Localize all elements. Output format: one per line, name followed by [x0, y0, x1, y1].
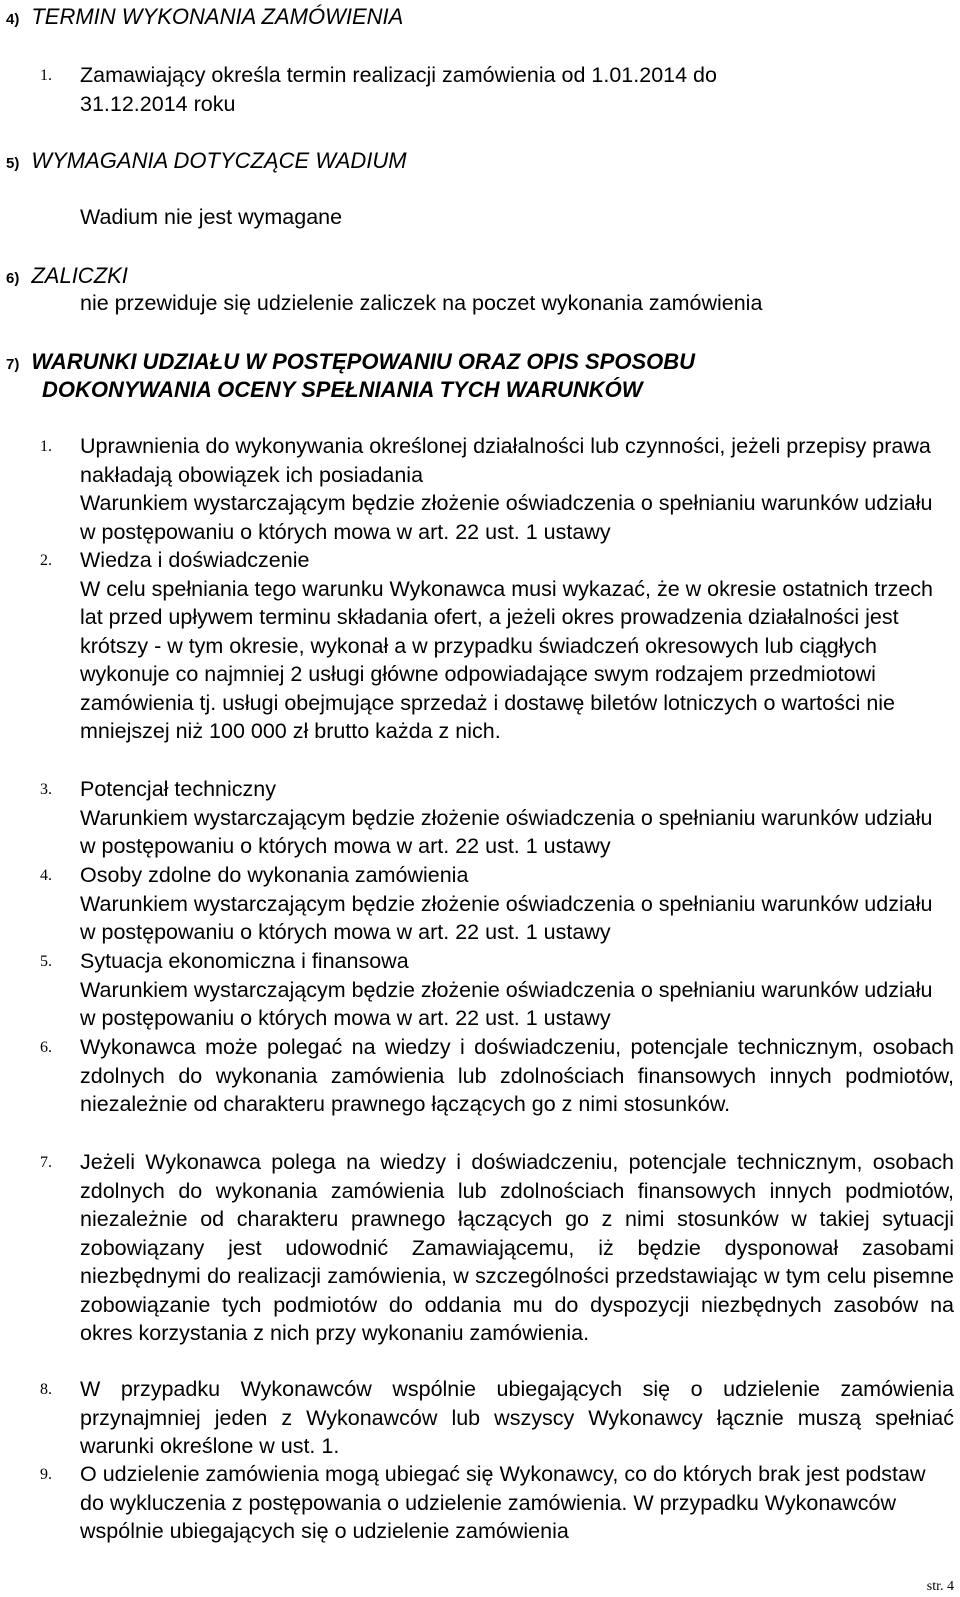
section-number: 7) — [6, 356, 20, 373]
item-title: Wiedza i doświadczenie — [80, 548, 310, 572]
section-title: TERMIN WYKONANIA ZAMÓWIENIA — [31, 4, 404, 29]
item-text: Warunkiem wystarczającym będzie złożenie oświadczenia o spełnianiu warunków udziału w postępowaniu o których mowa w art. 22 ust. 1 ustawy — [80, 891, 933, 944]
item-number: 8. — [40, 1381, 52, 1398]
condition-item-9 — [40, 1460, 954, 1546]
section-title: ZALICZKI — [31, 263, 128, 288]
item-number: 1. — [40, 438, 52, 455]
condition-item-8 — [40, 1375, 954, 1461]
item-number: 1. — [40, 67, 52, 84]
item-text: Wykonawca może polegać na wiedzy i doświadczeniu, potencjale technicznym, osobach zdolnych do wykonania zamówienia lub zdolnościach finansowych innych podmiotów, niezależnie od charakteru prawnego łączących go z nimi stosunków. — [80, 1035, 954, 1116]
item-number: 5. — [40, 953, 52, 970]
section-4-item — [40, 61, 954, 118]
item-title: Uprawnienia do wykonywania określonej działalności lub czynności, jeżeli przepisy prawa nakładają obowiązek ich posiadania — [80, 434, 931, 487]
item-title: Sytuacja ekonomiczna i finansowa — [80, 949, 409, 973]
item-number: 7. — [40, 1154, 52, 1171]
section-number: 6) — [6, 270, 20, 287]
condition-item-7 — [40, 1148, 954, 1348]
item-text: W celu spełniania tego warunku Wykonawca musi wykazać, że w okresie ostatnich trzech lat przed upływem terminu składania ofert, a jeżeli okres prowadzenia działalności jest krótszy - w tym okresie, wykonał a w przypadku świadczeń okresowych lub ciągłych wykonuje co najmniej 2 usługi główne odpowiadające swym rodzajem przedmiotowi zamówienia tj. usługi obejmujące sprzedaż i dostawę biletów lotniczych o wartości nie mniejszej niż 100 000 zł brutto każda z nich. — [80, 576, 934, 743]
section-title: WARUNKI UDZIAŁU W POSTĘPOWANIU ORAZ OPIS SPOSOBU — [31, 349, 696, 374]
item-text-line: 31.12.2014 roku — [80, 91, 236, 116]
item-number: 9. — [40, 1466, 52, 1483]
condition-item-2 — [40, 546, 954, 746]
condition-item-5 — [40, 947, 954, 1033]
section-4-heading — [6, 2, 403, 34]
section-title: WYMAGANIA DOTYCZĄCE WADIUM — [31, 148, 407, 173]
item-text: Warunkiem wystarczającym będzie złożenie oświadczenia o spełnianiu warunków udziału w postępowaniu o których mowa w art. 22 ust. 1 ustawy — [80, 977, 933, 1030]
item-number: 6. — [40, 1039, 52, 1056]
item-number: 4. — [40, 867, 52, 884]
item-text: Warunkiem wystarczającym będzie złożenie oświadczenia o spełnianiu warunków udziału w postępowaniu o których mowa w art. 22 ust. 1 ustawy — [80, 491, 933, 544]
section-5-heading — [6, 146, 407, 178]
condition-item-4 — [40, 861, 954, 947]
section-number: 4) — [6, 11, 20, 28]
condition-item-1 — [40, 432, 954, 546]
section-5-text: Wadium nie jest wymagane — [80, 205, 343, 229]
condition-item-6 — [40, 1033, 954, 1119]
section-7-heading-cont — [42, 375, 643, 404]
condition-item-3 — [40, 775, 954, 861]
item-text-line: Zamawiający określa termin realizacji zamówienia od 1.01.2014 do — [80, 63, 717, 87]
section-6-text: nie przewiduje się udzielenie zaliczek na poczet wykonania zamówienia — [80, 291, 763, 315]
item-text: Jeżeli Wykonawca polega na wiedzy i doświadczeniu, potencjale technicznym, osobach zdolnych do wykonania zamówienia lub zdolnościach finansowych innych podmiotów, niezależnie od charakteru prawnego łączących go z nimi stosunków w takiej sytuacji zobowiązany jest udowodnić Zamawiającemu, iż będzie dysponował zasobami niezbędnymi do realizacji zamówienia, w szczególności przedstawiając w tym celu pisemne zobowiązanie tych podmiotów do oddania mu do dyspozycji niezbędnych zasobów na okres korzystania z nich przy wykonaniu zamówienia. — [80, 1150, 954, 1345]
item-text: O udzielenie zamówienia mogą ubiegać się Wykonawcy, co do których brak jest podstaw do wykluczenia z postępowania o udzielenie zamówienia. W przypadku Wykonawców wspólnie ubiegających się o udzielenie zamówienia — [80, 1462, 926, 1543]
page-number: str. 4 — [926, 1579, 954, 1594]
item-number: 3. — [40, 781, 52, 798]
item-title: Osoby zdolne do wykonania zamówienia — [80, 863, 469, 887]
section-number: 5) — [6, 155, 20, 172]
section-title: DOKONYWANIA OCENY SPEŁNIANIA TYCH WARUNKÓW — [42, 377, 643, 402]
item-title: Potencjał techniczny — [80, 777, 276, 801]
item-text: Warunkiem wystarczającym będzie złożenie oświadczenia o spełnianiu warunków udziału w postępowaniu o których mowa w art. 22 ust. 1 ustawy — [80, 805, 933, 858]
item-text: W przypadku Wykonawców wspólnie ubiegających się o udzielenie zamówienia przynajmniej jeden z Wykonawców lub wszyscy Wykonawcy łącznie muszą spełniać warunki określone w ust. 1. — [80, 1377, 954, 1458]
item-number: 2. — [40, 552, 52, 569]
